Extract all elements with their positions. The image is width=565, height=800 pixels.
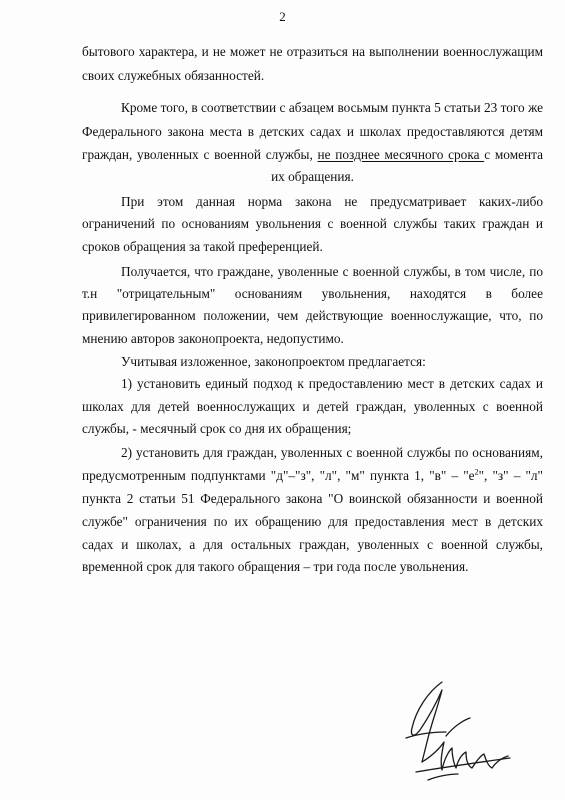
text-fragment: с момента xyxy=(484,147,543,162)
text-line: При этом данная норма закона не предусматривает каких-либо xyxy=(121,194,543,209)
text-line: 1) установить единый подход к предоставлению мест в детских садах и xyxy=(121,376,543,391)
text-line: садах и школах, а для остальных граждан, уволенных с военной службы, xyxy=(82,537,543,552)
text-line: мнению авторов законопроекта, недопустимо. xyxy=(82,331,344,346)
text-line: службе" ограничения по их обращению для предоставления мест в детских xyxy=(82,514,543,529)
text-line: пункта 2 статьи 51 Федерального закона "О воинской обязанности и военной xyxy=(82,491,543,506)
text-line: т.н "отрицательным" основаниям увольнения, находятся в более xyxy=(82,286,543,301)
text-line: привилегированном положении, чем действующие военнослужащие, что, по xyxy=(82,308,543,323)
text-line: временной срок для такого обращения – три года после увольнения. xyxy=(82,559,469,574)
text-line: школах для детей военнослужащих и детей граждан, уволенных с военной xyxy=(82,399,543,414)
text-line: службы, - месячный срок со дня их обращения; xyxy=(82,421,352,436)
text-line: Федерального закона места в детских садах и школах предоставляются детям xyxy=(82,124,543,139)
text-fragment: предусмотренным подпунктами "д"–"з", "л", "м" пункта 1, "в" – "е xyxy=(82,468,475,483)
text-line-with-superscript xyxy=(82,467,543,485)
text-fragment: граждан, уволенных с военной службы, xyxy=(82,147,318,162)
page-number: 2 xyxy=(279,9,286,24)
superscript: 2 xyxy=(474,467,479,477)
handwritten-signature xyxy=(398,676,528,794)
text-line: Учитывая изложенное, законопроектом предлагается: xyxy=(121,354,426,369)
text-fragment: ", "з" – "л" xyxy=(478,468,543,483)
text-line: 2) установить для граждан, уволенных с военной службы по основаниям, xyxy=(121,445,543,460)
text-line: их обращения. xyxy=(271,169,354,184)
text-line: Кроме того, в соответствии с абзацем восьмым пункта 5 статьи 23 того же xyxy=(121,100,543,115)
text-line: бытового характера, и не может не отразиться на выполнении военнослужащим xyxy=(82,44,543,59)
text-line: Получается, что граждане, уволенные с военной службы, в том числе, по xyxy=(121,264,543,279)
text-line: ограничений по основаниям увольнения с военной службы таких граждан и xyxy=(82,216,543,231)
text-line: своих служебных обязанностей. xyxy=(82,68,265,83)
text-line: сроков обращения за такой преференцией. xyxy=(82,239,323,254)
underlined-phrase: не позднее месячного срока xyxy=(317,147,485,162)
text-line-with-underline xyxy=(82,146,543,164)
